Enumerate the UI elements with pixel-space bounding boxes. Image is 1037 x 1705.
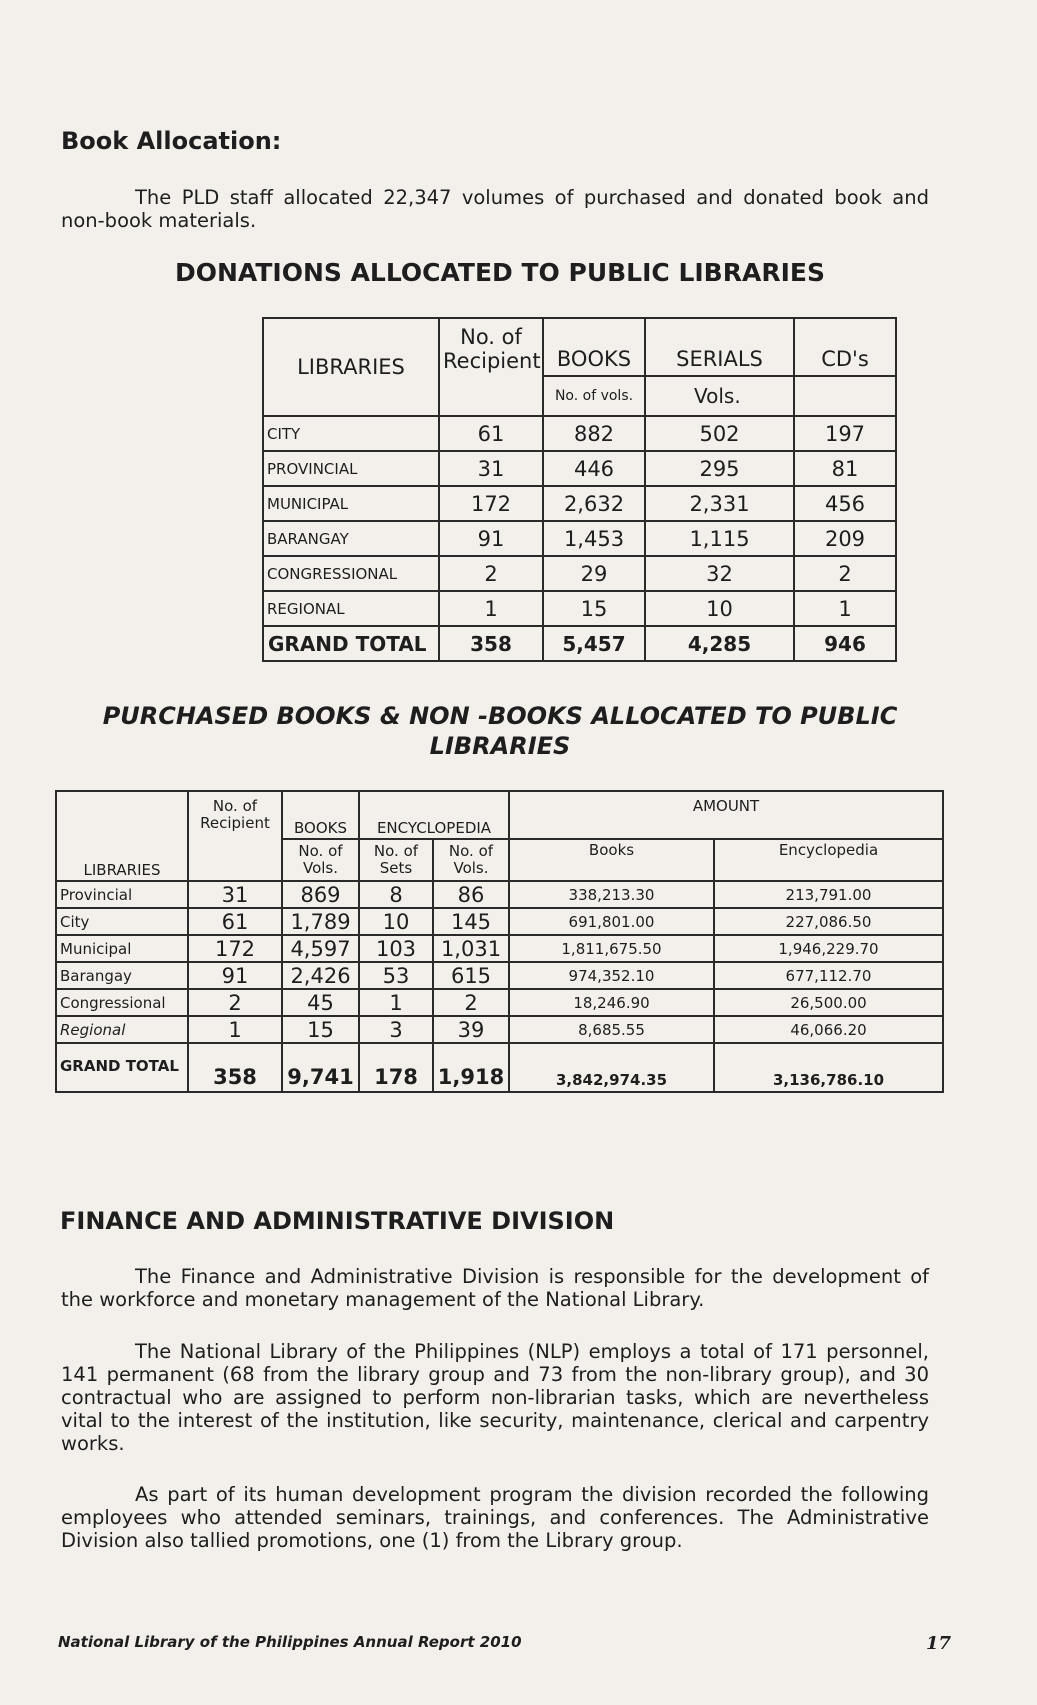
- cell-amount-ency: 46,066.20: [714, 1016, 943, 1043]
- header-encyclopedia: ENCYCLOPEDIA: [359, 791, 509, 839]
- cell-recipient: 172: [439, 486, 543, 521]
- table-row: [56, 908, 943, 935]
- cell-cds: 81: [794, 451, 896, 486]
- cell-amount-books: 1,811,675.50: [509, 935, 714, 962]
- donations-table-title: DONATIONS ALLOCATED TO PUBLIC LIBRARIES: [175, 258, 825, 287]
- purchased-header-row: [56, 791, 943, 839]
- finance-paragraph-1: The Finance and Administrative Division is responsible for the development of the workforce and monetary management of the National Library.: [61, 1265, 929, 1311]
- cell-vols: 1,918: [433, 1043, 509, 1092]
- finance-paragraph-3: As part of its human development program the division recorded the following employees who attended seminars, trainings, and conferences. The Administrative Division also tallied promotions, one (1) from the Library group.: [61, 1483, 929, 1552]
- cell-recipient: 61: [188, 908, 282, 935]
- table-row: [263, 416, 896, 451]
- cell-vols: 86: [433, 881, 509, 908]
- cell-library: GRAND TOTAL: [263, 626, 439, 661]
- cell-books: 1,453: [543, 521, 645, 556]
- cell-amount-books: 691,801.00: [509, 908, 714, 935]
- table-row: [56, 962, 943, 989]
- header-books: BOOKS: [282, 791, 359, 839]
- cell-recipient: 358: [188, 1043, 282, 1092]
- table-row: [263, 521, 896, 556]
- cell-sets: 3: [359, 1016, 433, 1043]
- header-books-unit: No. of vols.: [543, 376, 645, 416]
- finance-paragraph-2: The National Library of the Philippines (NLP) employs a total of 171 personnel, 141 permanent (68 from the library group and 73 from the non-library group), and 30 contractual who are assigned to perform non-librarian tasks, which are nevertheless vital to the interest of the institution, like security, maintenance, clerical and carpentry works.: [61, 1340, 929, 1455]
- cell-recipient: 91: [439, 521, 543, 556]
- cell-cds: 2: [794, 556, 896, 591]
- cell-amount-ency: 3,136,786.10: [714, 1043, 943, 1092]
- cell-amount-ency: 677,112.70: [714, 962, 943, 989]
- cell-books: 446: [543, 451, 645, 486]
- cell-recipient: 1: [188, 1016, 282, 1043]
- cell-recipient: 31: [439, 451, 543, 486]
- header-amount-ency: Encyclopedia: [714, 839, 943, 881]
- header-cds: CD's: [794, 318, 896, 376]
- cell-cds: 209: [794, 521, 896, 556]
- cell-library: CONGRESSIONAL: [263, 556, 439, 591]
- header-recipient: No. of Recipient: [188, 791, 282, 881]
- cell-vols: 1,031: [433, 935, 509, 962]
- header-libraries: LIBRARIES: [56, 791, 188, 881]
- cell-library: REGIONAL: [263, 591, 439, 626]
- header-books-vols: No. of Vols.: [282, 839, 359, 881]
- cell-amount-ency: 213,791.00: [714, 881, 943, 908]
- cell-serials: 32: [645, 556, 794, 591]
- cell-cds: 1: [794, 591, 896, 626]
- finance-heading: FINANCE AND ADMINISTRATIVE DIVISION: [60, 1207, 615, 1235]
- table-row: [56, 989, 943, 1016]
- cell-books: 2,426: [282, 962, 359, 989]
- cell-recipient: 358: [439, 626, 543, 661]
- cell-amount-ency: 26,500.00: [714, 989, 943, 1016]
- table-row: [263, 591, 896, 626]
- book-allocation-paragraph: The PLD staff allocated 22,347 volumes of purchased and donated book and non-book materials.: [61, 186, 929, 232]
- cell-books: 882: [543, 416, 645, 451]
- cell-serials: 295: [645, 451, 794, 486]
- header-books: BOOKS: [543, 318, 645, 376]
- cell-recipient: 31: [188, 881, 282, 908]
- header-ency-sets: No. of Sets: [359, 839, 433, 881]
- grand-total-row: [263, 626, 896, 661]
- footer-publication: National Library of the Philippines Annual Report 2010: [58, 1633, 522, 1651]
- cell-library: Regional: [56, 1016, 188, 1043]
- cell-books: 9,741: [282, 1043, 359, 1092]
- cell-books: 869: [282, 881, 359, 908]
- cell-amount-ency: 227,086.50: [714, 908, 943, 935]
- cell-serials: 502: [645, 416, 794, 451]
- header-ency-vols: No. of Vols.: [433, 839, 509, 881]
- cell-serials: 10: [645, 591, 794, 626]
- cell-amount-books: 338,213.30: [509, 881, 714, 908]
- cell-books: 29: [543, 556, 645, 591]
- cell-amount-books: 974,352.10: [509, 962, 714, 989]
- cell-recipient: 2: [188, 989, 282, 1016]
- cell-recipient: 1: [439, 591, 543, 626]
- cell-library: Municipal: [56, 935, 188, 962]
- cell-serials: 1,115: [645, 521, 794, 556]
- purchased-table: [55, 790, 944, 1093]
- cell-recipient: 2: [439, 556, 543, 591]
- table-row: [263, 451, 896, 486]
- cell-library: Barangay: [56, 962, 188, 989]
- cell-amount-books: 3,842,974.35: [509, 1043, 714, 1092]
- table-row: [56, 881, 943, 908]
- cell-library: City: [56, 908, 188, 935]
- page-number: 17: [926, 1633, 952, 1654]
- cell-recipient: 172: [188, 935, 282, 962]
- header-libraries: LIBRARIES: [263, 318, 439, 416]
- cell-library: BARANGAY: [263, 521, 439, 556]
- cell-sets: 103: [359, 935, 433, 962]
- cell-books: 45: [282, 989, 359, 1016]
- header-serials: SERIALS: [645, 318, 794, 376]
- cell-serials: 4,285: [645, 626, 794, 661]
- cell-vols: 39: [433, 1016, 509, 1043]
- table-row: [263, 486, 896, 521]
- cell-books: 4,597: [282, 935, 359, 962]
- book-allocation-heading: Book Allocation:: [61, 127, 282, 155]
- table-row: [56, 1016, 943, 1043]
- cell-sets: 10: [359, 908, 433, 935]
- header-recipient: No. of Recipient: [439, 318, 543, 416]
- cell-library: GRAND TOTAL: [56, 1043, 188, 1092]
- cell-amount-books: 8,685.55: [509, 1016, 714, 1043]
- cell-sets: 178: [359, 1043, 433, 1092]
- table-row: [56, 935, 943, 962]
- cell-amount-books: 18,246.90: [509, 989, 714, 1016]
- cell-books: 5,457: [543, 626, 645, 661]
- grand-total-row: [56, 1043, 943, 1092]
- header-amount: AMOUNT: [509, 791, 943, 839]
- cell-sets: 1: [359, 989, 433, 1016]
- cell-vols: 615: [433, 962, 509, 989]
- cell-cds: 197: [794, 416, 896, 451]
- table-row: [263, 556, 896, 591]
- cell-library: Congressional: [56, 989, 188, 1016]
- cell-books: 15: [282, 1016, 359, 1043]
- cell-library: Provincial: [56, 881, 188, 908]
- header-amount-books: Books: [509, 839, 714, 881]
- cell-library: MUNICIPAL: [263, 486, 439, 521]
- donations-header-row: [263, 318, 896, 376]
- donations-table: [262, 317, 897, 662]
- cell-sets: 8: [359, 881, 433, 908]
- cell-books: 2,632: [543, 486, 645, 521]
- cell-amount-ency: 1,946,229.70: [714, 935, 943, 962]
- cell-recipient: 91: [188, 962, 282, 989]
- cell-cds: 456: [794, 486, 896, 521]
- cell-vols: 145: [433, 908, 509, 935]
- cell-recipient: 61: [439, 416, 543, 451]
- cell-library: PROVINCIAL: [263, 451, 439, 486]
- cell-books: 15: [543, 591, 645, 626]
- cell-books: 1,789: [282, 908, 359, 935]
- cell-library: CITY: [263, 416, 439, 451]
- cell-serials: 2,331: [645, 486, 794, 521]
- cell-cds: 946: [794, 626, 896, 661]
- purchased-table-title: PURCHASED BOOKS & NON -BOOKS ALLOCATED TO PUBLIC LIBRARIES: [102, 702, 898, 760]
- cell-sets: 53: [359, 962, 433, 989]
- header-serials-unit: Vols.: [645, 376, 794, 416]
- cell-vols: 2: [433, 989, 509, 1016]
- header-cds-unit: [794, 376, 896, 416]
